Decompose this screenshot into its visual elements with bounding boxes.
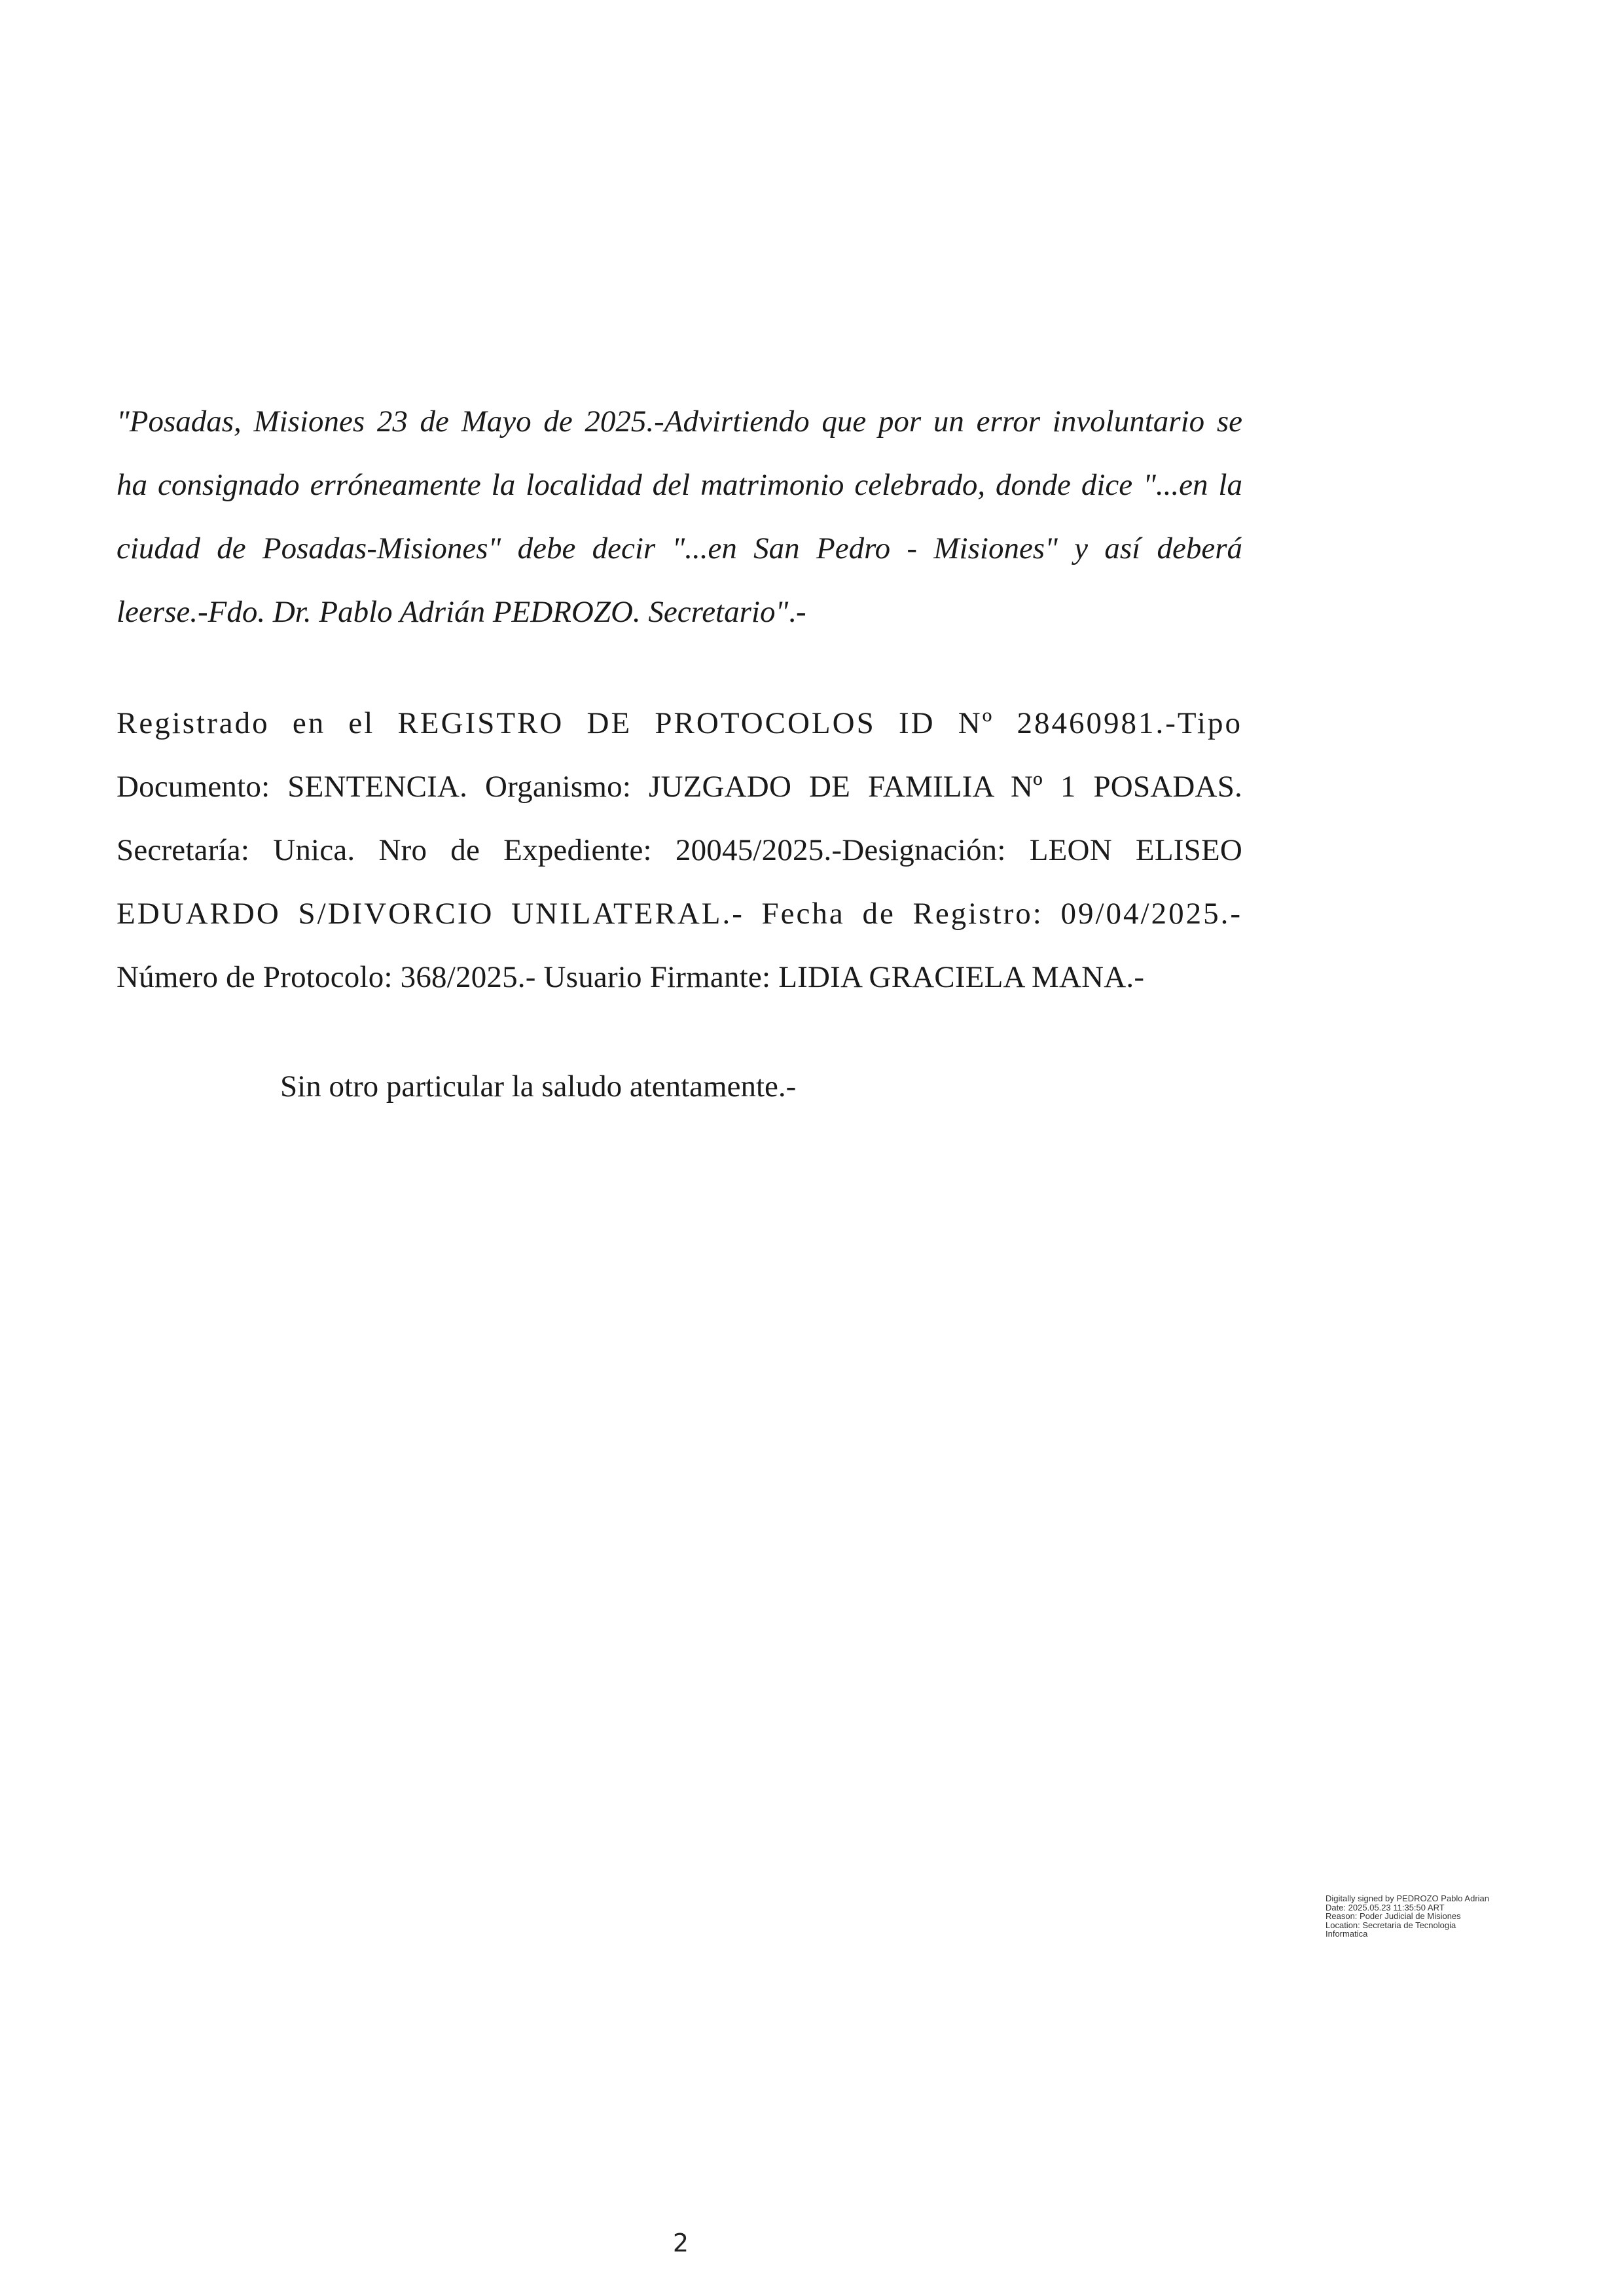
- quote-line: ciudad de Posadas-Misiones" debe decir "...en San Pedro - Misiones" y así deberá: [117, 531, 1242, 565]
- digital-signature-stamp: [1326, 1894, 1542, 1939]
- registry-paragraph: [117, 692, 1242, 1009]
- registry-line: EDUARDO S/DIVORCIO UNILATERAL.- Fecha de Registro: 09/04/2025.-: [117, 897, 1242, 931]
- signature-line: Digitally signed by PEDROZO Pablo Adrian: [1326, 1893, 1490, 1903]
- quote-line: ha consignado erróneamente la localidad del matrimonio celebrado, donde dice "...en la: [117, 468, 1242, 502]
- registry-line: Registrado en el REGISTRO DE PROTOCOLOS ID Nº 28460981.-Tipo: [117, 706, 1242, 740]
- correction-quote-paragraph: [117, 390, 1242, 644]
- closing-salutation: Sin otro particular la saludo atentamente.-: [280, 1069, 797, 1103]
- signature-line: Reason: Poder Judicial de Misiones: [1326, 1911, 1461, 1921]
- registry-line: Secretaría: Unica. Nro de Expediente: 20045/2025.-Designación: LEON ELISEO: [117, 833, 1242, 867]
- signature-line: Location: Secretaria de Tecnologia: [1326, 1920, 1456, 1930]
- quote-line-suffix: .-: [788, 595, 806, 629]
- page-number: 2: [672, 2229, 689, 2257]
- registry-line: Documento: SENTENCIA. Organismo: JUZGADO DE FAMILIA Nº 1 POSADAS.: [117, 770, 1242, 804]
- registry-line: Número de Protocolo: 368/2025.- Usuario Firmante: LIDIA GRACIELA MANA.-: [117, 960, 1145, 994]
- quote-line-last: [117, 581, 1242, 644]
- quote-line-italic-part: leerse.-Fdo. Dr. Pablo Adrián PEDROZO. Secretario": [117, 595, 789, 629]
- signature-line: Date: 2025.05.23 11:35:50 ART: [1326, 1902, 1445, 1912]
- quote-line: "Posadas, Misiones 23 de Mayo de 2025.-Advirtiendo que por un error involuntario se: [117, 404, 1242, 439]
- signature-line: Informatica: [1326, 1929, 1368, 1939]
